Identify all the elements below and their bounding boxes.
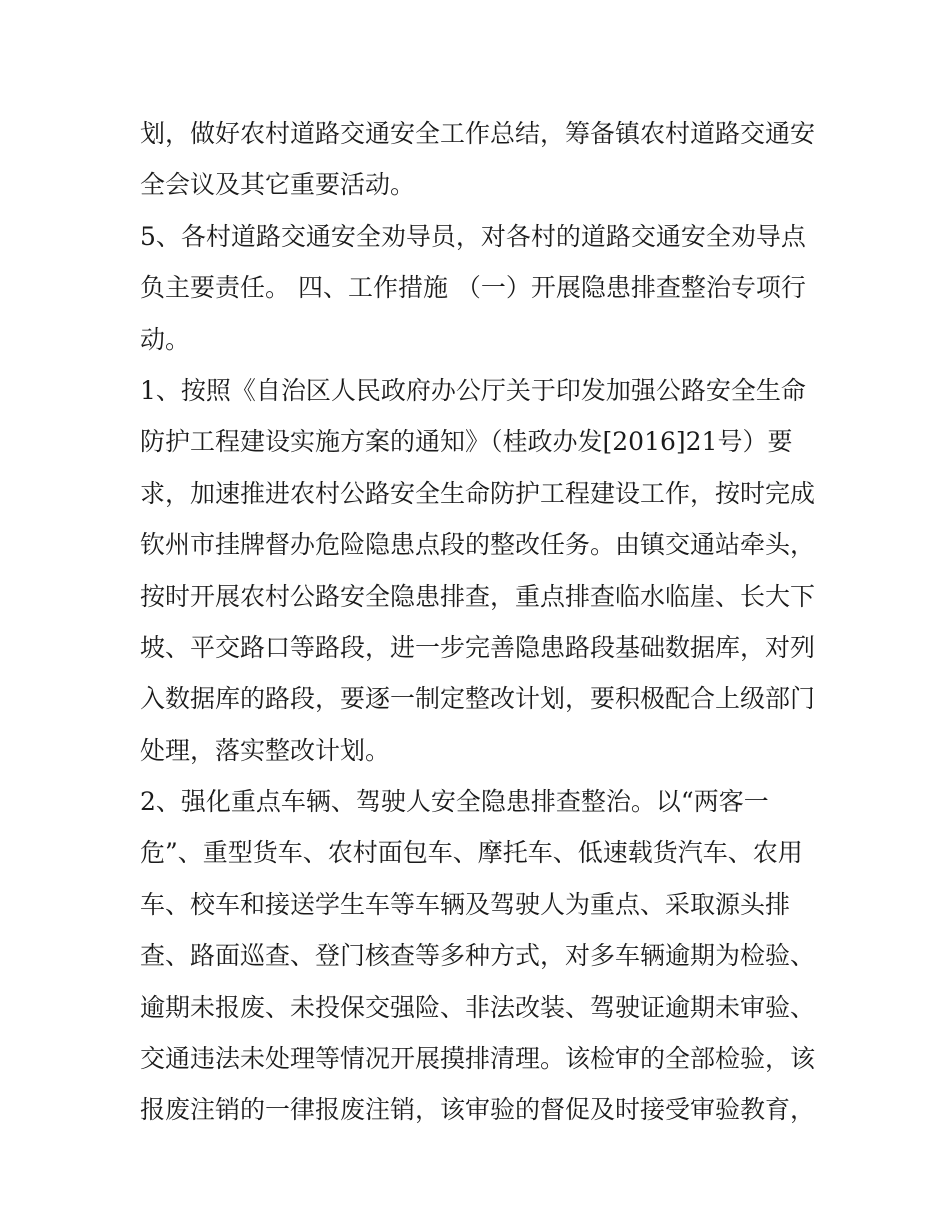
- text-line: 1、按照《自治区人民政府办公厅关于印发加强公路安全生命: [140, 375, 806, 405]
- text-line: 交通违法未处理等情况开展摸排清理。该检审的全部检验，该: [140, 1044, 816, 1074]
- text-line: 报废注销的一律报废注销，该审验的督促及时接受审验教育，: [140, 1095, 816, 1125]
- text-line: 逾期未报废、未投保交强险、非法改装、驾驶证逾期未审验、: [140, 992, 816, 1022]
- text-line: 动。: [140, 324, 191, 354]
- text-line: 查、路面巡查、登门核查等多种方式，对多车辆逾期为检验、: [140, 941, 816, 971]
- text-line: 处理，落实整改计划。: [140, 735, 391, 765]
- text-line: 防护工程建设实施方案的通知》（桂政办发[2016]21号）要: [140, 427, 793, 457]
- text-line: 全会议及其它重要活动。: [140, 170, 416, 200]
- text-line: 坡、平交路口等路段，进一步完善隐患路段基础数据库，对列: [140, 632, 816, 662]
- text-line: 危”、重型货车、农村面包车、摩托车、低速载货汽车、农用: [140, 838, 803, 868]
- document-body: [140, 108, 820, 1136]
- text-line: 入数据库的路段，要逐一制定整改计划，要积极配合上级部门: [140, 684, 816, 714]
- text-line: 按时开展农村公路安全隐患排查，重点排查临水临崖、长大下: [140, 581, 816, 611]
- text-line: 5、各村道路交通安全劝导员，对各村的道路交通安全劝导点: [140, 221, 806, 251]
- text-line: 求，加速推进农村公路安全生命防护工程建设工作，按时完成: [140, 478, 816, 508]
- text-line: 划，做好农村道路交通安全工作总结，筹备镇农村道路交通安: [140, 119, 816, 148]
- text-line: 负主要责任。 四、工作措施 （一）开展隐患排查整治专项行: [140, 273, 806, 303]
- text-line: 2、强化重点车辆、驾驶人安全隐患排查整治。以“两客一: [140, 787, 769, 817]
- text-line: 车、校车和接送学生车等车辆及驾驶人为重点、采取源头排: [140, 889, 791, 919]
- text-line: 钦州市挂牌督办危险隐患点段的整改任务。由镇交通站牵头，: [140, 530, 816, 560]
